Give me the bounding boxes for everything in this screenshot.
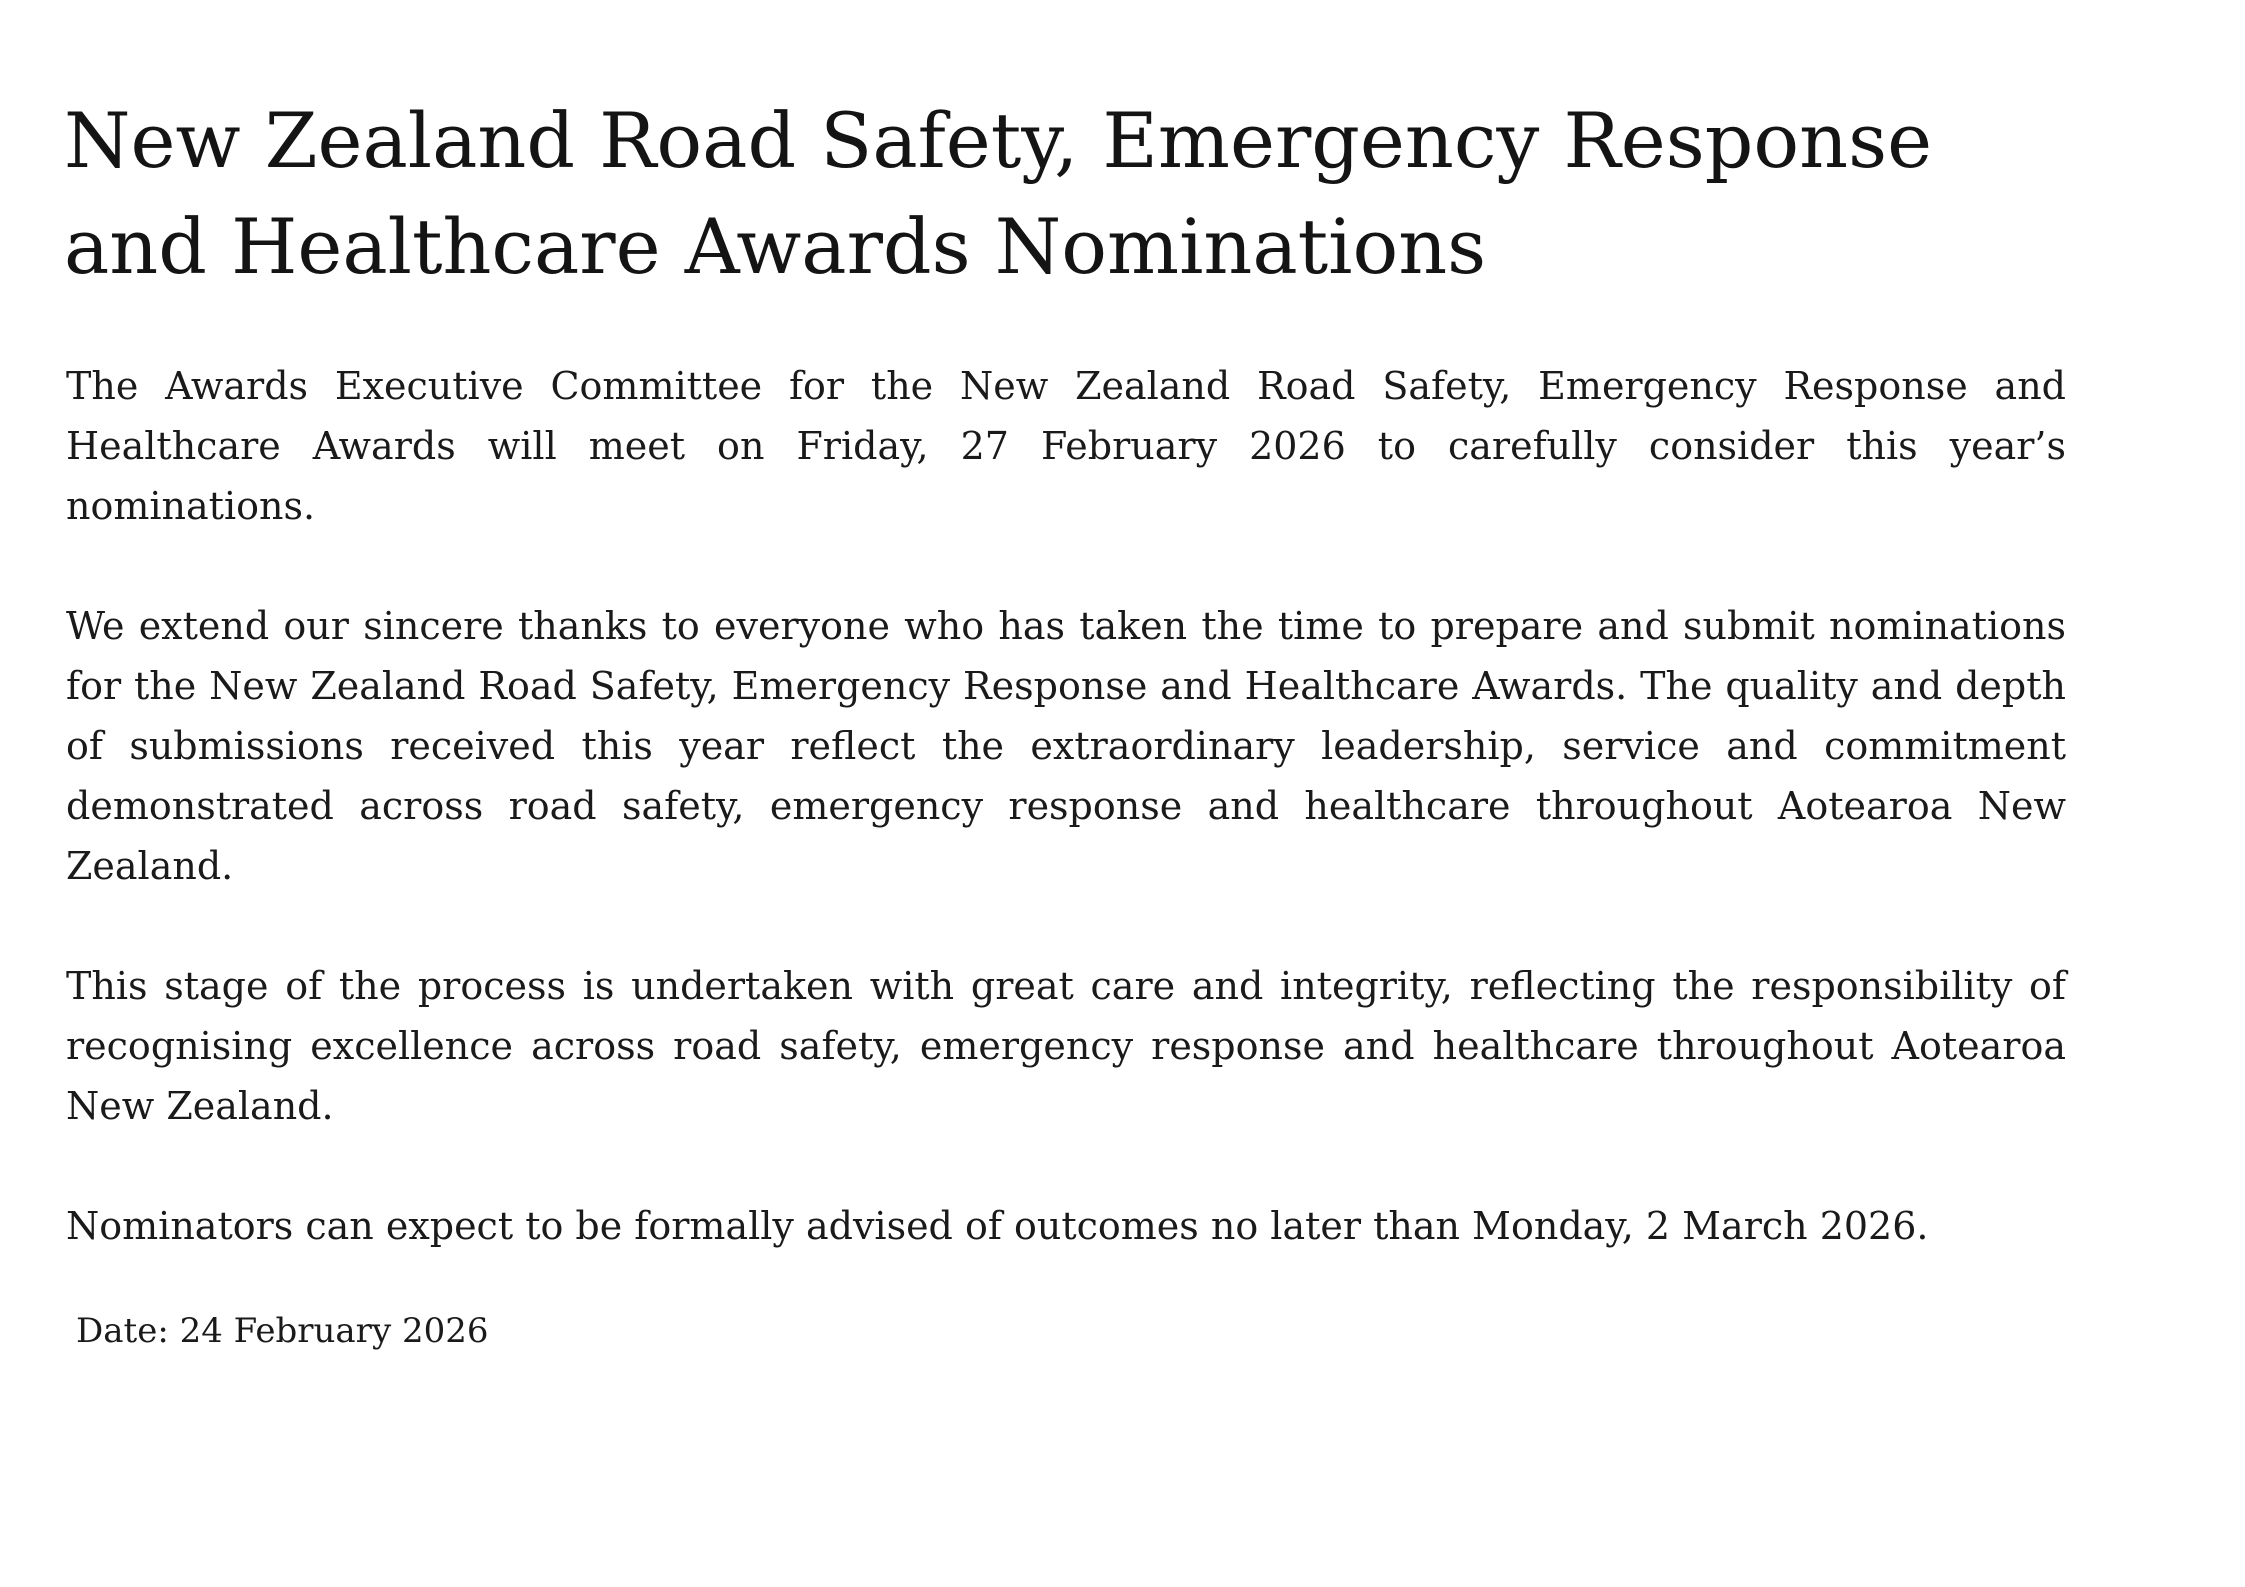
document-body xyxy=(66,356,2066,1356)
document-page xyxy=(64,88,2066,300)
paragraph-process: This stage of the process is undertaken with great care and integrity, reflecting the responsibility of recognising excellence across road safety, emergency response and healthcare throughout Aotearoa New Zealand. xyxy=(66,964,2066,1128)
paragraph-thanks: We extend our sincere thanks to everyone who has taken the time to prepare and submit nominations for the New Zealand Road Safety, Emergency Response and Healthcare Awards. The quality and depth of submissions received this year reflect the extraordinary leadership, service and commitment demonstrated across road safety, emergency response and healthcare throughout Aotearoa New Zealand. xyxy=(66,604,2066,888)
paragraph-outcomes: Nominators can expect to be formally advised of outcomes no later than Monday, 2 March 2026. xyxy=(66,1204,1929,1248)
paragraph-committee-meeting: The Awards Executive Committee for the New Zealand Road Safety, Emergency Response and Healthcare Awards will meet on Friday, 27 February 2026 to carefully consider this year’s nominations. xyxy=(66,364,2066,528)
document-date: Date: 24 February 2026 xyxy=(76,1311,489,1351)
page-title: New Zealand Road Safety, Emergency Response and Healthcare Awards Nominations xyxy=(64,96,1933,291)
